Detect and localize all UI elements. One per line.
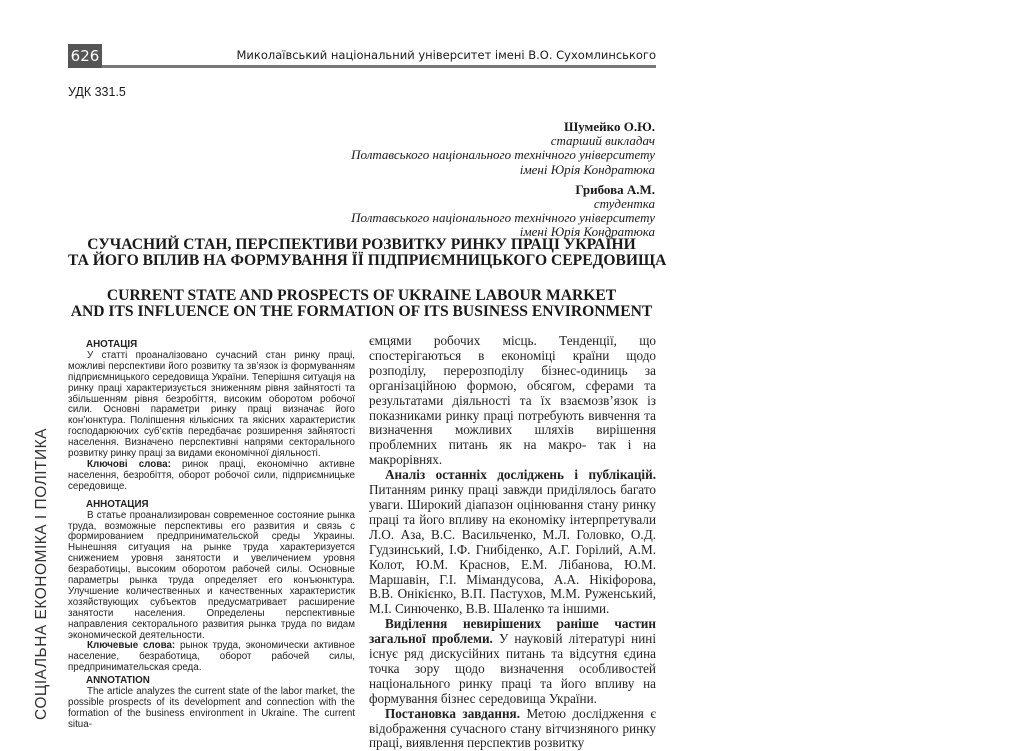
abstract-text: У статті проаналізовано сучасний стан ринку праці, можливі перспективи його розвитку та зв’язок із формуванням підприємницького середовища України. Теперішня ситуація на ринку праці характеризується зниженням рівня зайнятості та збільшенням рівня безробіття, високим оборотом робочої сили. Основні параметри ринку праці визначає його кон’юнктура. Поліпшення кількісних та якісних характеристик господарюючих суб’єктів передбачає розширення зайнятості населення. Визначено перспективні напрями секторального розвитку ринку праці за видами економічної діяльності. — [68, 349, 355, 460]
abstract-text: В статье проанализирован современное состояние рынка труда, возможные перспективы его развития и связь с формированием предпринимательской среды Украины. Нынешняя ситуация на рынке труда характеризуется снижением уровня занятости и увеличением уровня безработицы, высоким оборотом рабочей силы. Основные параметры рынка труда определяет его конъюнктура. Улучшение количественных и качественных характеристик хозяйствующих субъектов предусматривает расширение занятости населения. Определены перспективные направления секторального развития рынка труда по видам экономической деятельности. — [68, 509, 355, 641]
abstract-text: The article analyzes the current state of the labor market, the possible prospects of its development and connection with the formation of the business environment in Ukraine. The current situa- — [68, 686, 355, 730]
title-line: ТА ЙОГО ВПЛИВ НА ФОРМУВАННЯ ЇЇ ПІДПРИЄМНИЦЬКОГО СЕРЕДОВИЩА — [68, 252, 667, 269]
keywords — [68, 641, 355, 674]
keywords-text: рынок труда, экономически активное население, безработица, оборот рабочей силы, предпринимательская среда. — [68, 640, 355, 674]
body-paragraph — [369, 617, 656, 706]
body-paragraph — [369, 468, 656, 617]
paragraph-text: У науковій літературі нині існує ряд дискусійних питань та відсутня єдина точка зору щодо визначення особливостей національного ринку праці та його впливу на формування бізнес середовища України. — [369, 631, 656, 706]
author-name: Шумейко О.Ю. — [563, 119, 655, 134]
abstract-heading: АНОТАЦІЯ — [86, 339, 138, 350]
keywords-label: Ключевые слова: — [87, 640, 176, 652]
title-english — [68, 288, 655, 320]
author-affiliation: імені Юрія Кондратюка — [519, 161, 655, 177]
keywords-text: ринок праці, економічно активне населення, безробіття, оборот робочої сили, підприємницьке середовище. — [68, 458, 356, 492]
author-position: студентка — [593, 196, 655, 212]
section-label: СОЦІАЛЬНА ЕКОНОМІКА І ПОЛІТИКА — [33, 427, 50, 720]
author-affiliation: імені Юрія Кондратюка — [519, 224, 655, 240]
author-position: старший викладач — [550, 133, 655, 149]
header-rule — [102, 65, 656, 68]
section-heading: Аналіз останніх досліджень і публікацій. — [385, 467, 656, 483]
udk-code: УДК 331.5 — [68, 85, 126, 99]
abstracts-column — [68, 338, 355, 731]
page-header — [68, 44, 656, 72]
body-paragraph — [369, 707, 656, 751]
title-line: CURRENT STATE AND PROSPECTS OF UKRAINE LABOUR MARKET — [106, 287, 617, 304]
author-affiliation: Полтавського національного технічного університету — [351, 147, 655, 163]
paragraph-text: Метою дослідження є відображення сучасного стану вітчизняного ринку праці, виявлення перспектив розвитку — [369, 705, 656, 751]
paragraph-text: Питанням ринку праці завжди приділялось багато уваги. Широкий діапазон оцінювання стану ринку праці та його впливу на економіку інтерпретували Л.О. Аза, В.С. Васильченко, М.Л. Головко, О.Д. Гудзинський, І.Ф. Гнибіденко, А.Г. Горілий, А.М. Колот, Ю.М. Краснов, Е.М. Лібанова, Ю.М. Маршавін, Г.І. Мімандусова, А.А. Нікіфорова, В.В. Онікієнко, В.П. Пастухов, М.М. Руженський, М.І. Синюченко, В.В. Шаленко та іншими. — [369, 482, 656, 617]
keywords — [68, 460, 355, 493]
body-paragraph: ємцями робочих місць. Тенденції, що спостерігаються в економіці країни щодо розподілу, перерозподілу бізнес-одиниць за організаційною формою, обсягом, сферами та результатами діяльності та їх взаємозв’язок із показниками ринку праці потребують вивчення та визначення можливих шляхів вирішення проблемних питань як на макро- так і на макрорівнях. — [369, 333, 656, 468]
author-name: Грибова А.М. — [575, 181, 655, 197]
author-block — [260, 120, 655, 240]
section-heading: Постановка завдання. — [385, 705, 520, 721]
section-sidebar — [29, 380, 57, 720]
abstract-heading: ANNOTATION — [86, 675, 150, 687]
title-line: AND ITS INFLUENCE ON THE FORMATION OF ITS BUSINESS ENVIRONMENT — [70, 303, 653, 320]
keywords-label: Ключові слова: — [87, 458, 171, 470]
abstract-heading: АННОТАЦИЯ — [86, 498, 149, 510]
page-number: 626 — [68, 44, 102, 68]
journal-title: Миколаївський національний університет імені В.О. Сухомлинського — [236, 48, 656, 62]
body-column — [369, 334, 656, 751]
title-ukrainian — [68, 236, 667, 269]
section-heading: Виділення невирішених раніше частин загальної проблеми. — [369, 616, 656, 647]
title-line: СУЧАСНИЙ СТАН, ПЕРСПЕКТИВИ РОЗВИТКУ РИНКУ ПРАЦІ УКРАЇНИ — [87, 236, 636, 253]
author-affiliation: Полтавського національного технічного університету — [351, 210, 655, 226]
